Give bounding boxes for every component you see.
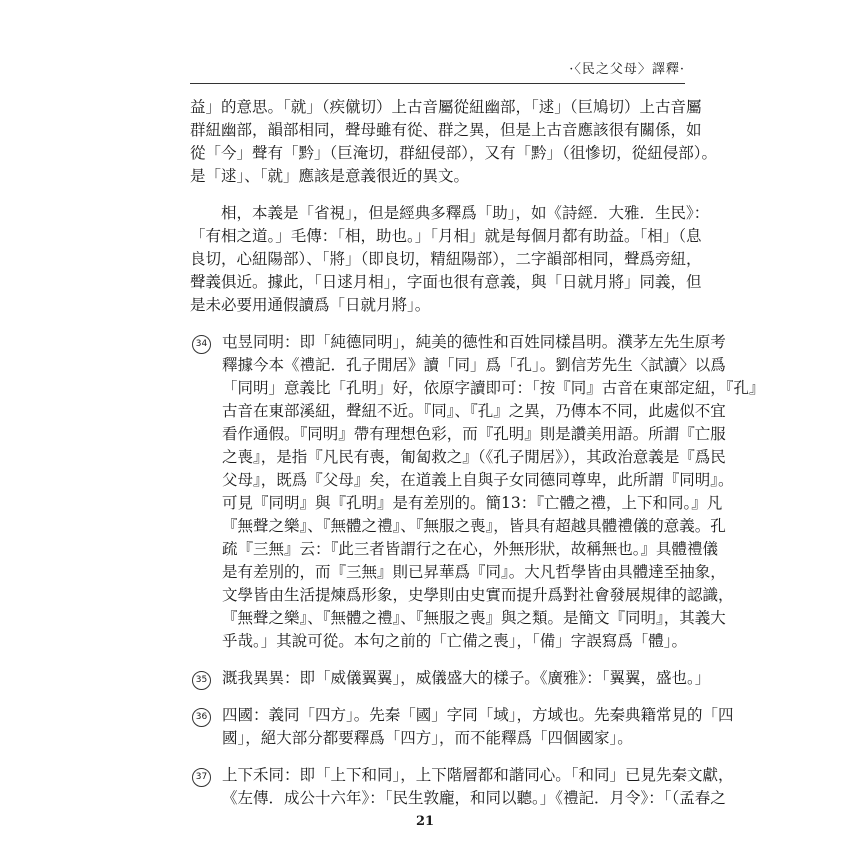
note-number-badge: 34	[192, 335, 211, 354]
text-line: 古音在東部溪紐，聲紐不近。『同』、『孔』之異，乃傳本不同，此處似不宜	[222, 402, 726, 420]
note-number-badge: 37	[192, 768, 211, 787]
note-item-35	[190, 667, 711, 690]
note-item-37	[190, 764, 734, 810]
paragraph	[190, 96, 718, 188]
text-line: 疏『三無』云：『此三者皆謂行之在心，外無形狀，故稱無也。』具體禮儀	[222, 540, 719, 558]
text-line: 是有差別的，而『三無』則已昇華爲『同』。大凡哲學皆由具體達至抽象，	[222, 563, 726, 581]
text-line: 可見『同明』與『孔明』是有差別的。簡13：『亡體之禮，上下和同。』凡	[222, 494, 723, 512]
text-line: 屯昱同明：即「純德同明」，純美的德性和百姓同樣昌明。濮茅左先生原考	[222, 333, 726, 351]
text-line: 國」，絕大部分都要釋爲「四方」，而不能釋爲「四個國家」。	[222, 729, 633, 747]
text-line: 『無聲之樂』、『無體之禮』、『無服之喪』，皆具有超越具體禮儀的意義。孔	[222, 517, 726, 535]
text-line: 「同明」意義比「孔明」好，依原字讀即可：「按『同』古音在東部定紐，『孔』	[222, 379, 765, 397]
text-line: 之喪』，是指『凡民有喪，匍匐救之』（《孔子閒居》），其政治意義是『爲民	[222, 448, 726, 466]
note-item-34	[190, 331, 765, 653]
page-body	[190, 96, 765, 824]
note-item-36	[190, 704, 734, 750]
text-line: 『無聲之樂』、『無體之禮』、『無服之喪』與之類。是簡文『同明』，其義大	[222, 609, 726, 627]
text-line: 是未必要用通假讀爲「日就月將」。	[190, 296, 431, 314]
text-line: 上下禾同：即「上下和同」，上下階層都和諧同心。「和同」已見先秦文獻，	[222, 766, 734, 784]
text-line: 群紐幽部，韻部相同，聲母雖有從、群之異，但是上古音應該很有關係，如	[190, 121, 702, 139]
note-number-badge: 36	[192, 708, 211, 727]
text-line: 釋據今本《禮記．孔子閒居》讀「同」爲「孔」。劉信芳先生〈試讀〉以爲	[222, 356, 726, 374]
running-header: ·〈民之父母〉譯釋·	[190, 58, 685, 84]
note-number-badge: 35	[192, 671, 211, 690]
text-line: 父母』，既爲『父母』矣，在道義上自與子女同德同尊卑，此所謂『同明』。	[222, 471, 734, 489]
paragraph	[190, 202, 710, 317]
text-line: 是「逑」、「就」應該是意義很近的異文。	[190, 167, 470, 185]
text-line: 文學皆由生活提煉爲形象，史學則由史實而提升爲對社會發展規律的認識，	[222, 586, 734, 604]
page-number: 21	[415, 814, 435, 829]
text-line: 聲義俱近。據此，「日逑月相」，字面也很有意義，與「日就月將」同義，但	[190, 273, 702, 291]
text-line: 「有相之道。」毛傳：「相，助也。」「月相」就是每個月都有助益。「相」（息	[190, 227, 702, 245]
text-line: 從「今」聲有「黔」（巨淹切，群紐侵部），又有「黔」（徂慘切，從紐侵部）。	[190, 144, 718, 162]
text-line: 良切，心紐陽部）、「將」（即良切，精紐陽部），二字韻部相同，聲爲旁紐，	[190, 250, 702, 268]
text-line: 乎哉。」其說可從。本句之前的「亡備之喪」，「備」字誤寫爲「體」。	[222, 632, 688, 650]
text-line: 《左傳．成公十六年》：「民生敦龐，和同以聽。」《禮記．月令》：「（孟春之	[222, 789, 726, 807]
text-line: 相，本義是「省視」，但是經典多釋爲「助」，如《詩經．大雅．生民》：	[190, 204, 710, 222]
text-line: 益」的意思。「就」（疾僦切）上古音屬從紐幽部，「逑」（巨鳩切）上古音屬	[190, 98, 702, 116]
text-line: 溉我異異：即「威儀翼翼」，威儀盛大的樣子。《廣雅》：「翼翼，盛也。」	[222, 669, 711, 687]
text-line: 四國：義同「四方」。先秦「國」字同「域」，方域也。先秦典籍常見的「四	[222, 706, 734, 724]
text-line: 看作通假。『同明』帶有理想色彩，而『孔明』則是讚美用語。所謂『亡服	[222, 425, 726, 443]
